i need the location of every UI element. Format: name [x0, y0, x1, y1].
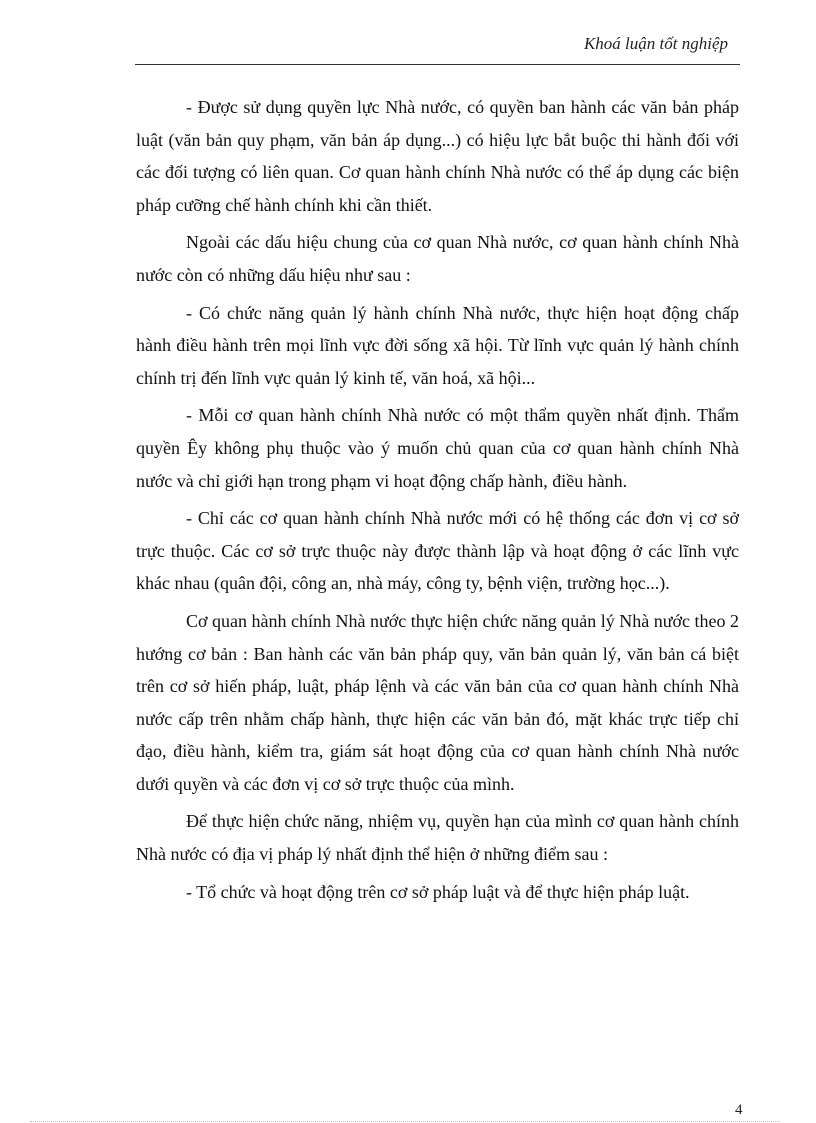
paragraph-5: - Chỉ các cơ quan hành chính Nhà nước mới có hệ thống các đơn vị cơ sở trực thuộc. Các cơ sở trực thuộc này được thành lập và hoạt động ở các lĩnh vực khác nhau (quân đội, công an, nhà máy, công ty, bệnh viện, trường học...).: [136, 508, 739, 594]
paragraph-2: Ngoài các dấu hiệu chung của cơ quan Nhà nước, cơ quan hành chính Nhà nước còn có những dấu hiệu như sau :: [136, 232, 739, 285]
body-text: [136, 91, 739, 913]
paragraph-7: Để thực hiện chức năng, nhiệm vụ, quyền hạn của mình cơ quan hành chính Nhà nước có địa vị pháp lý nhất định thể hiện ở những điểm sau :: [136, 811, 739, 865]
paragraph-1: - Được sử dụng quyền lực Nhà nước, có quyền ban hành các văn bản pháp luật (văn bản quy phạm, văn bản áp dụng...) có hiệu lực bắt buộc thi hành đối với các đối tượng có liên quan. Cơ quan hành chính Nhà nước có thể áp dụng các biện pháp cưỡng chế hành chính khi cần thiết.: [136, 97, 739, 215]
footer-divider: [30, 1121, 780, 1122]
paragraph-3: - Có chức năng quản lý hành chính Nhà nước, thực hiện hoạt động chấp hành điều hành trên mọi lĩnh vực đời sống xã hội. Từ lĩnh vực quản lý hành chính chính trị đến lĩnh vực quản lý kinh tế, văn hoá, xã hội...: [136, 302, 739, 388]
page-number: 4: [735, 1102, 743, 1118]
paragraph-8: - Tổ chức và hoạt động trên cơ sở pháp luật và để thực hiện pháp luật.: [186, 881, 690, 902]
header-divider: [135, 64, 740, 65]
paragraph-4: - Mỗi cơ quan hành chính Nhà nước có một thẩm quyền nhất định. Thẩm quyền Êy không phụ thuộc vào ý muốn chủ quan của cơ quan hành chính Nhà nước và chỉ giới hạn trong phạm vi hoạt động chấp hành, điều hành.: [136, 405, 739, 491]
paragraph-6: Cơ quan hành chính Nhà nước thực hiện chức năng quản lý Nhà nước theo 2 hướng cơ bản : Ban hành các văn bản pháp quy, văn bản quản lý, văn bản cá biệt trên cơ sở hiến pháp, luật, pháp lệnh và các văn bản của cơ quan hành chính Nhà nước cấp trên nhằm chấp hành, thực hiện các văn bản đó, mặt khác trực tiếp chỉ đạo, điều hành, kiểm tra, giám sát hoạt động của cơ quan hành chính Nhà nước dưới quyền và các đơn vị cơ sở trực thuộc của mình.: [136, 610, 739, 794]
running-header-title: Khoá luận tốt nghiệp: [583, 34, 728, 53]
